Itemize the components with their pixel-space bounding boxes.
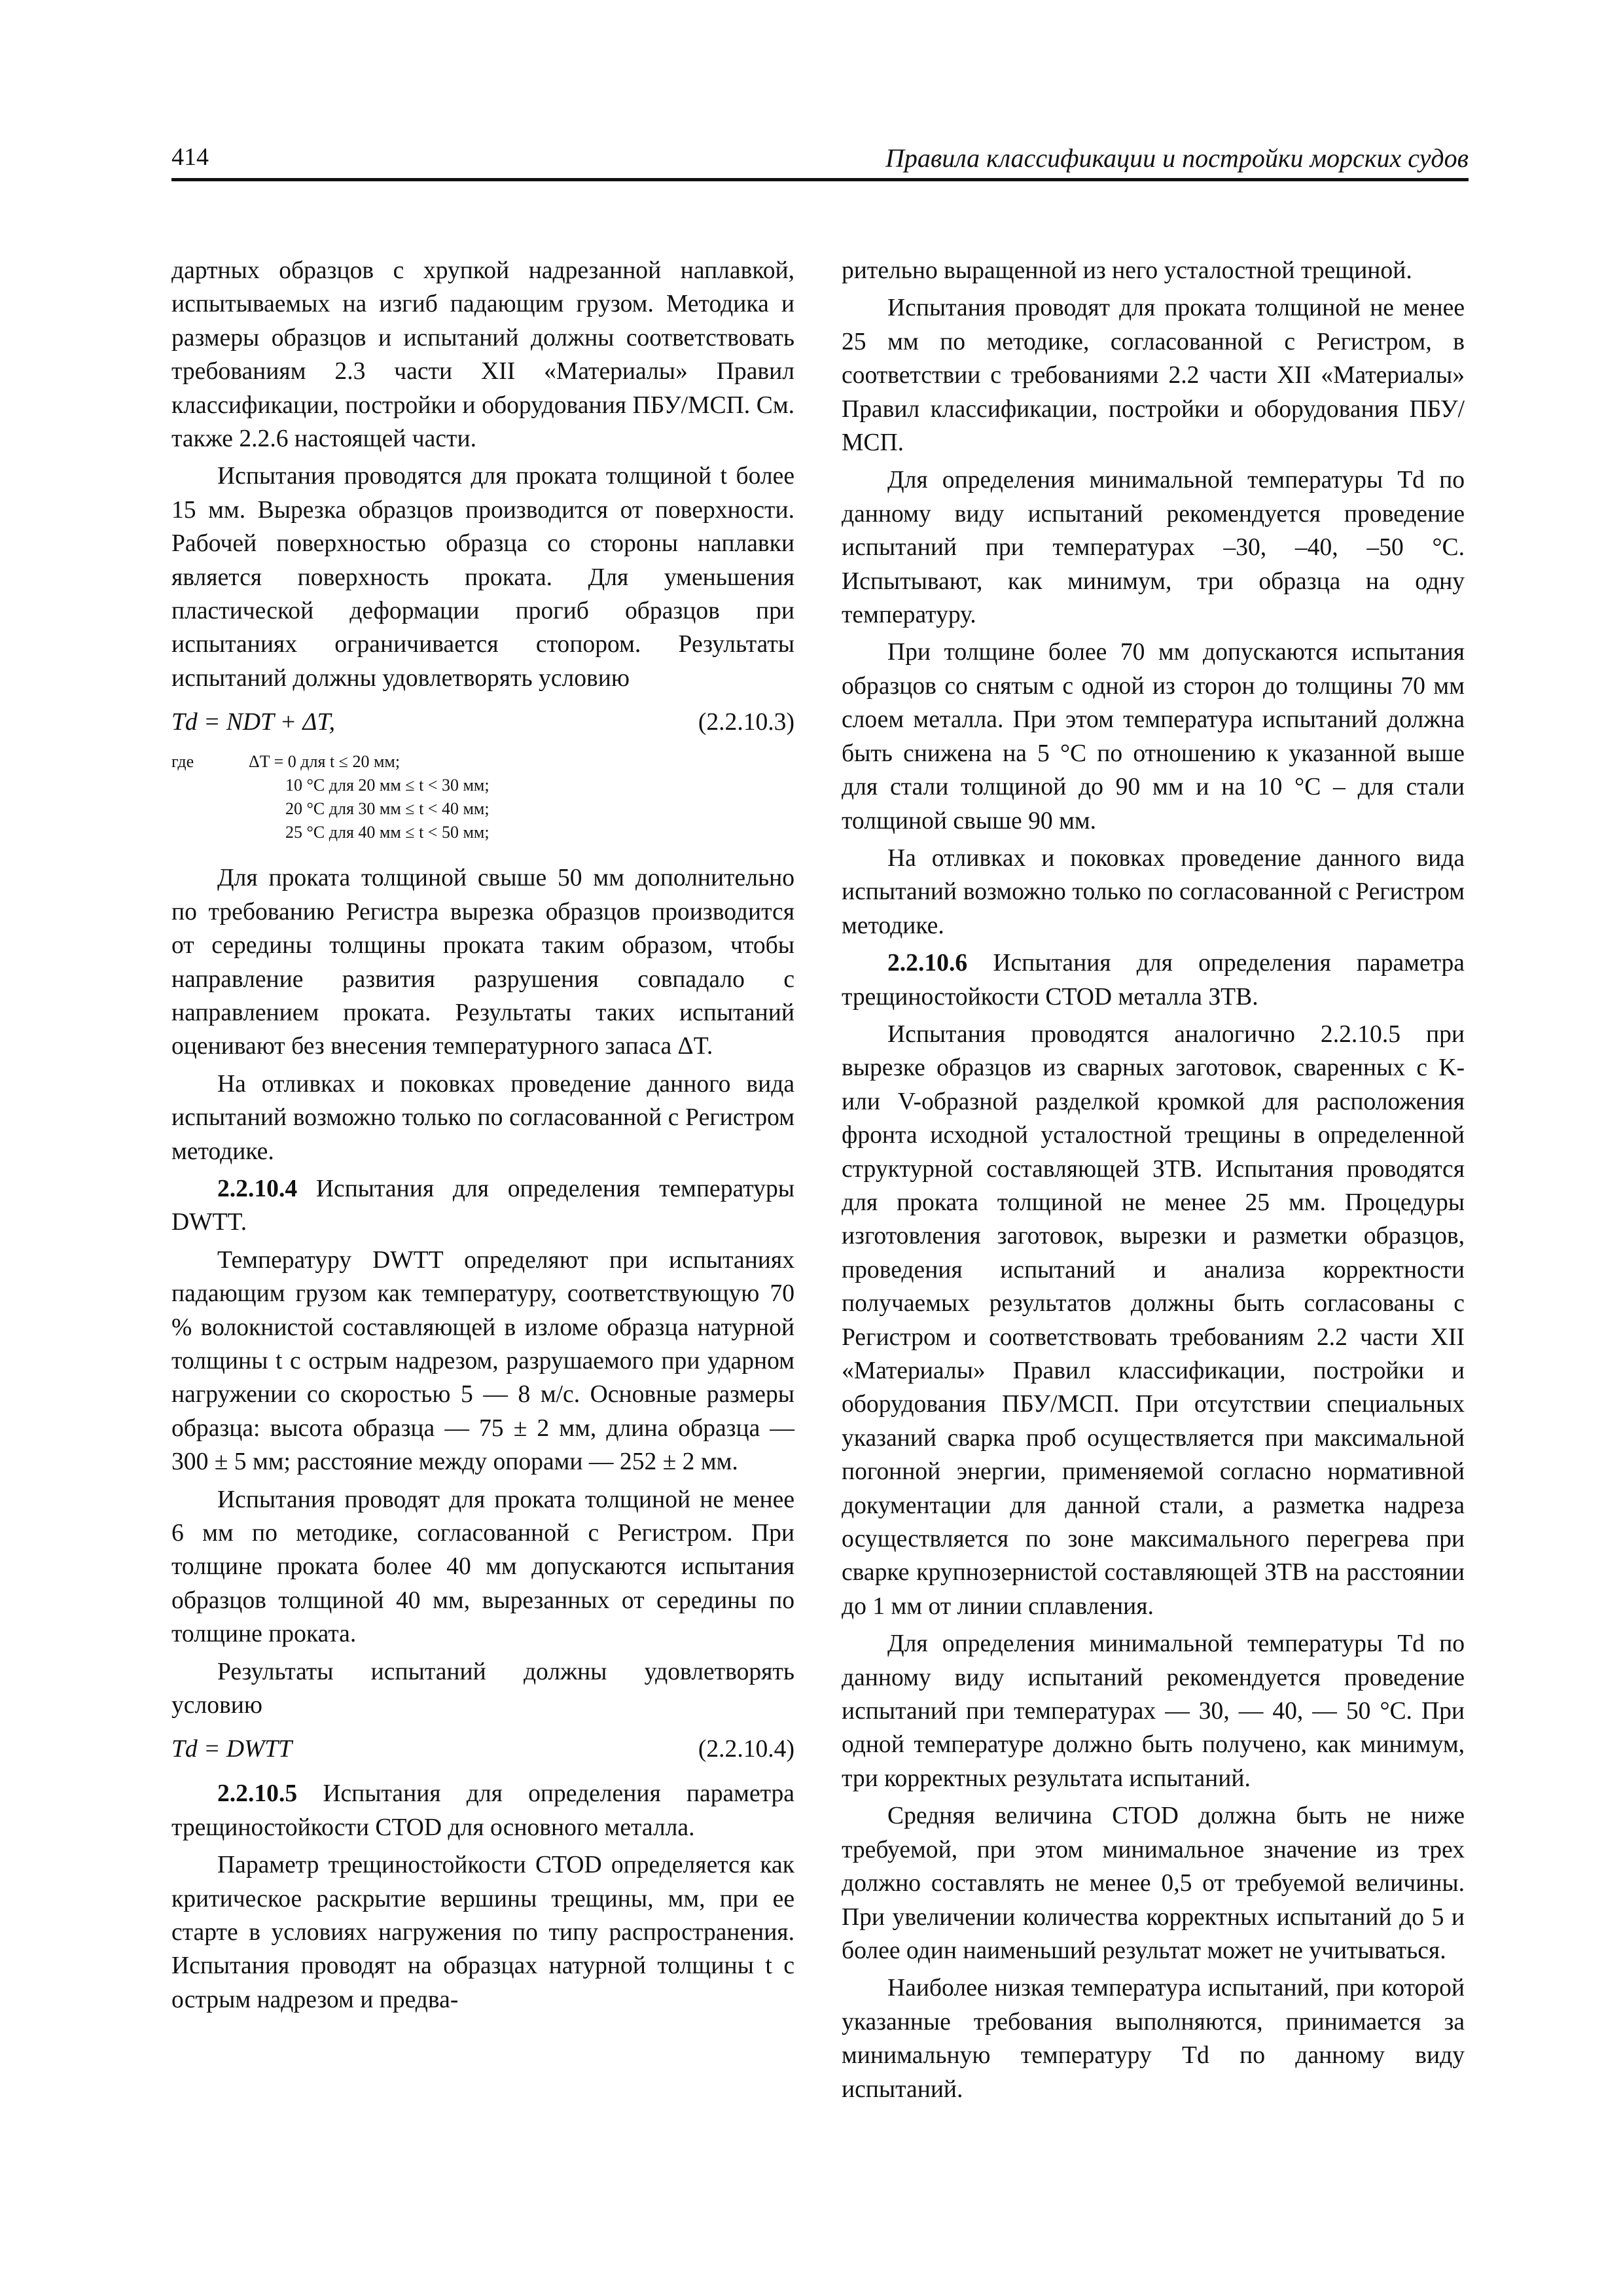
paragraph: рительно выращенной из него усталостной трещиной. <box>842 257 1412 284</box>
where-label: где <box>171 752 194 772</box>
paragraph: Параметр трещиностойкости CTOD определяется как критическое раскрытие вершины трещины, мм, при ее старте в условиях нагружения по типу распространения. Испытания проводят на образцах натурной толщины t с острым надрезом и предва- <box>171 1852 794 2013</box>
paragraph: При толщине более 70 мм допускаются испытания образцов со снятым с одной из сторон до толщины 70 мм слоем металла. При этом температура испытаний должна быть снижена на 5 °С по отношению к указанной выше для стали толщиной до 90 мм и на 10 °С – для стали толщиной свыше 90 мм. <box>842 639 1465 834</box>
paragraph: Испытания проводят для проката толщиной не менее 6 мм по методике, согласованной с Регистром. При толщине проката более 40 мм допускаются испытания образцов толщиной 40 мм, вырезанных от середины по толщине проката. <box>171 1486 794 1648</box>
running-title: Правила классификации и постройки морских судов <box>885 143 1469 173</box>
formula-number: (2.2.10.3) <box>698 709 794 736</box>
section-2-2-10-5 <box>171 1777 794 1844</box>
paragraph: Результаты испытаний должны удовлетворять условию <box>171 1658 794 1719</box>
formula-where-block <box>171 750 794 844</box>
page-number: 414 <box>171 143 209 171</box>
where-line: ΔT = 0 для t ≤ 20 мм; <box>249 752 401 772</box>
paragraph: Наиболее низкая температура испытаний, при которой указанные требования выполняются, принимается за минимальную температуру Td по данному виду испытаний. <box>842 1975 1465 2103</box>
paragraph: Средняя величина CTOD должна быть не ниже требуемой, при этом минимальное значение из трех должно составлять не менее 0,5 от требуемой величины. При увеличении количества корректных испытаний до 5 и более один наименьший результат может не учитываться. <box>842 1803 1465 1964</box>
paragraph: Испытания проводятся аналогично 2.2.10.5 при вырезке образцов из сварных заготовок, сваренных с K- или V-образной разделкой кромкой для расположения фронта исходной усталостной трещины в определенной структурной составляющей ЗТВ. Испытания проводятся для проката толщиной не менее 25 мм. Процедуры изготовления заготовок, вырезки и разметки образцов, проведения испытаний и анализа корректности получаемых результатов должны быть согласованы с Регистром и соответствовать требованиям 2.2 части XII «Материалы» Правил классификации, постройки и оборудования ПБУ/МСП. При отсутствии специальных указаний сварка проб осуществляется при максимальной погонной энергии, применяемой согласно нормативной документации для данной стали, а разметка надреза осуществляется по зоне максимального перегрева при сварке крупнозернистой составляющей ЗТВ на расстоянии до 1 мм от линии сплавления. <box>842 1020 1465 1620</box>
paragraph: Испытания проводят для проката толщиной не менее 25 мм по методике, согласованной с Регистром, в соответствии с требованиями 2.2 части XII «Материалы» Правил классификации, постройки и оборудования ПБУ/МСП. <box>842 295 1465 457</box>
formula-number: (2.2.10.4) <box>698 1736 794 1763</box>
header-rule <box>171 178 1469 181</box>
section-2-2-10-6 <box>842 946 1465 1014</box>
formula-text: Td = NDT + ΔT, <box>171 709 335 736</box>
paragraph: Для определения минимальной температуры Td по данному виду испытаний рекомендуется проведение испытаний при температурах — 30, — 40, — 50 °С. При одной температуре должно быть получено, как минимум, три корректных результата испытаний. <box>842 1630 1465 1792</box>
paragraph: На отливках и поковках проведение данного вида испытаний возможно только по согласованной с Регистром методике. <box>842 844 1465 939</box>
section-2-2-10-4 <box>171 1172 794 1240</box>
section-number: 2.2.10.4 <box>217 1175 298 1202</box>
section-title: Испытания для определения параметра трещиностойкости CTOD металла ЗТВ. <box>842 950 1465 1011</box>
section-number: 2.2.10.6 <box>887 950 968 977</box>
paragraph: Испытания проводятся для проката толщиной t более 15 мм. Вырезка образцов производится от поверхности. Рабочей поверхностью образца со стороны наплавки является поверхность проката. Для уменьшения пластической деформации прогиб образцов при испытаниях ограничивается стопором. Результаты испытаний должны удовлетворять условию <box>171 463 794 692</box>
formula-2-2-10-3 <box>171 706 794 742</box>
section-title: Испытания для определения параметра трещиностойкости CTOD для основного металла. <box>171 1780 794 1841</box>
paragraph: Для проката толщиной свыше 50 мм дополнительно по требованию Регистра вырезка образцов производится от середины толщины проката таким образом, чтобы направление развития разрушения совпадало с направлением проката. Результаты таких испытаний оценивают без внесения температурного запаса ΔT. <box>171 865 794 1060</box>
right-column <box>842 254 1465 2106</box>
section-number: 2.2.10.5 <box>217 1780 298 1808</box>
paragraph: Для определения минимальной температуры Td по данному виду испытаний рекомендуется проведение испытаний при температурах –30, –40, –50 °С. Испытывают, как минимум, три образца на одну температуру. <box>842 467 1465 629</box>
page-header <box>171 143 1469 182</box>
where-line: 25 °С для 40 мм ≤ t < 50 мм; <box>285 823 490 842</box>
paragraph: На отливках и поковках проведение данного вида испытаний возможно только по согласованной с Регистром методике. <box>171 1070 794 1165</box>
left-column <box>171 254 794 2017</box>
formula-2-2-10-4 <box>171 1732 794 1769</box>
where-line: 20 °С для 30 мм ≤ t < 40 мм; <box>285 799 490 819</box>
where-line: 10 °С для 20 мм ≤ t < 30 мм; <box>285 776 490 795</box>
section-title: Испытания для определения температуры DWTT. <box>171 1175 794 1236</box>
paragraph: Температуру DWTT определяют при испытаниях падающим грузом как температуру, соответствующую 70 % волокнистой составляющей в изломе образца натурной толщины t с острым надрезом, разрушаемого при ударном нагружении со скоростью 5 — 8 м/с. Основные размеры образца: высота образца — 75 ± 2 мм, длина образца — 300 ± 5 мм; расстояние между опорами — 252 ± 2 мм. <box>171 1246 794 1476</box>
paragraph: дартных образцов с хрупкой надрезанной наплавкой, испытываемых на изгиб падающим грузом. Методика и размеры образцов и испытаний должны соответствовать требованиям 2.3 части XII «Материалы» Правил классификации, постройки и оборудования ПБУ/МСП. См. также 2.2.6 настоящей части. <box>171 257 794 453</box>
formula-text: Td = DWTT <box>171 1736 293 1763</box>
